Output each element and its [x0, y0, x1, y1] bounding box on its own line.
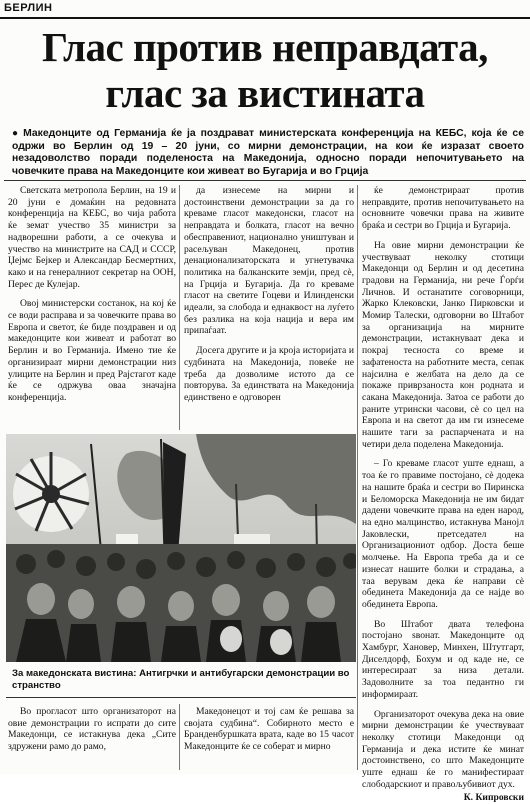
caption-rule [6, 697, 356, 698]
lead-text: Македонците од Германија ќе ја поздрават министерската конференција на КЕБС, која ќе се одржи во Берлин од 19 – 20 јуни, со мирни демонстрации, на кои ќе изразат своето незадоволство поради поделеноста на Македонија, односно поради непочитувањето на човечките права на Македонците кои живеат во Бугарија и во Грција [12, 128, 524, 177]
lead-paragraph [12, 128, 524, 178]
section-label: БЕРЛИН [4, 2, 53, 14]
article-column-1 [8, 185, 176, 404]
paragraph: Во Штабот двата телефона постојано ѕвонат. Македонците од Хамбург, Хановер, Минхен, Штутгарт, Диселдорф, Бохум и од каде не, се интересираат за низа детали. Задоволните за тоа педантно ги информираат. [362, 618, 524, 700]
lead-rule [4, 180, 526, 181]
photo-caption: За македонската вистина: Антигрчки и антибугарски демонстрации во странство [12, 668, 350, 691]
paragraph: Македонецот и тој сам ќе решава за својата судбина“. Собирното место е Бранденбуршката врата, каде во 15 часот Македонците ќе се соберат и мирно [184, 706, 354, 753]
article-column-2 [184, 185, 354, 404]
column-divider [357, 185, 358, 770]
article-column-3 [362, 185, 524, 804]
headline-line-2: глас за вистината [105, 70, 425, 116]
top-rule [0, 17, 530, 19]
demonstration-photo [6, 434, 356, 662]
column-divider [179, 704, 180, 770]
headline-line-1: Глас против неправдата, [42, 24, 488, 70]
paragraph: На овие мирни демонстрации ќе учествуваат неколку стотици Македонци од Берлин и од десетина градови на Германија, ни рече Ѓорѓи Личнов. И останатите соговорници, Жарко Клековски, Јанко Пирковски и Момир Талески, одговорни во Штабот за организација на мирните демонстрации, истакнуваат дека и покрај тесноста со време и зафатеноста на работните места, сепак најсилна е желбата на дело да се покаже приврзаноста кон родната и сакана Македонија. Затоа се работи до раните утрински часови, сè со цел на Европа и на светот да им ги изнесеме нашите таги за распарчената и на четири дела поделена Македонија. [362, 239, 524, 450]
paragraph: – Го креваме гласот уште еднаш, а тоа ќе го правиме постојано, сè додека на нашите браќа и сестри во Пиринска и Беломорска Македонија не им бидат дадени човечките права на еден народ, на едно малцинство, истакнува Манојл Јаковлески, претседател на Организациониот одбор. Доста беше молчење. На Европа треба да и се изнесат нашите болки и страдања, а таа верувам дека ќе направи сè обединета Македонија да се најде во обединета Европа. [362, 458, 524, 610]
bottom-column-2 [184, 706, 354, 753]
paragraph: да изнесеме на мирни и достоинствени демонстрации за да го креваме гласот македонски, гласот на неправдата и болката, гласот на вечно обесправениот, национално уништуван и расељуван Македонец, против денационализаторската и угнетувачка политика на балканските земји, пред сè, на Грција и Бугарија. Да го креваме гласот на светите Гоцеви и Илинденски идеали, за слобода и еднаквост на луѓето без разлика на која нација и вера им припаѓаат. [184, 185, 354, 337]
bullet-icon: ● [12, 128, 21, 139]
paragraph: Овој министерски состанок, на кој ќе се води расправа и за човечките права во Европа и светот, ќе биде поздравен и од македонците кои живеат и работат во Берлин и во Германија. Имено тие ќе организираат мирни демонстрации низ улиците на Берлин и пред Рајстагот каде ќе се одржува оваа значајна конференција. [8, 298, 176, 403]
paragraph: Досега другите и ја кроја историјата и судбината на Македонија, повеќе не треба да дозволиме истото да се повторува. За единствата на Македонија единствено е одговорен [184, 345, 354, 403]
paragraph: Организаторот очекува дека на овие мирни демонстрации ќе учествуваат неколку стотици Македонци од Германија и дека истите ќе минат достоинствено, со што Македонците уште еднаш ќе го манифестираат слободарскиот и правољубивиот дух. [362, 708, 524, 790]
headline [0, 24, 530, 116]
bottom-column-1 [8, 706, 176, 753]
paragraph: Светската метропола Берлин, на 19 и 20 јуни е домаќин на редовната конференција на КЕБС, во чија работа ќе земат учество 35 министри за надворешни работи, а се очекува и учество на министрите на САД и СССР, Џејмс Бејкер и Александар Бесмертних, како и на генералниот секретар на ООН, Перес де Кулеjар. [8, 185, 176, 290]
photo-image [6, 434, 356, 662]
paragraph: Во прогласот што организаторот на овие демонстрации го испрати до сите Македонци, се истакнува дека „Сите здружени рамо до рамо, [8, 706, 176, 753]
column-divider [179, 185, 180, 430]
author-byline: К. Кипровски [463, 792, 524, 804]
paragraph: ќе демонстрираат против неправдите, против непочитувањето на основните човечки права на живите браќа и сестри во Грција и Бугарија. [362, 185, 524, 232]
